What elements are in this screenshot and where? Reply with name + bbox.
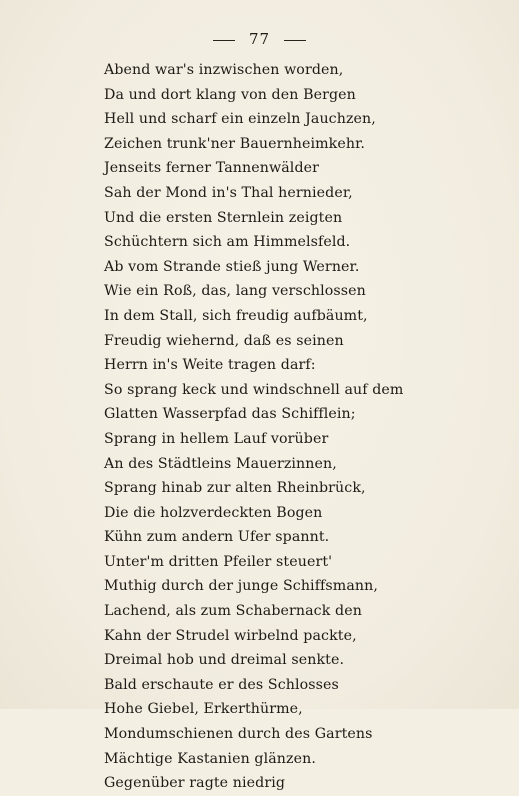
verse-line: Bald erschaute er des Schlosses — [104, 676, 339, 693]
verse-line: Sprang hinab zur alten Rheinbrück, — [104, 480, 366, 497]
verse-line: Kühn zum andern Ufer spannt. — [104, 529, 330, 546]
verse-line: Unter'm dritten Pfeiler steuert' — [104, 553, 333, 570]
verse-line: Und die ersten Sternlein zeigten — [104, 209, 343, 226]
verse-line: Jenseits ferner Tannenwälder — [104, 160, 320, 177]
poem-text — [104, 58, 404, 796]
verse-line: Hell und scharf ein einzeln Jauchzen, — [104, 111, 376, 128]
verse-line: Die die holzverdeckten Bogen — [104, 504, 323, 521]
verse-line: Schüchtern sich am Himmelsfeld. — [104, 234, 351, 251]
verse-line: Freudig wiehernd, daß es seinen — [104, 332, 344, 349]
verse-line: Glatten Wasserpfad das Schifflein; — [104, 406, 356, 423]
left-dash — [213, 40, 235, 41]
page-header — [0, 30, 519, 48]
verse-line: Ab vom Strande stieß jung Werner. — [104, 258, 360, 275]
verse-line: Abend war's inzwischen worden, — [104, 62, 344, 78]
verse-line: In dem Stall, sich freudig aufbäumt, — [104, 307, 368, 324]
right-dash — [284, 40, 306, 41]
page-number: 77 — [248, 30, 271, 48]
verse-line: Mondumschienen durch des Gartens — [104, 726, 373, 743]
verse-line: Lachend, als zum Schabernack den — [104, 603, 362, 620]
verse-line: Zeichen trunk'ner Bauernheimkehr. — [104, 135, 366, 152]
verse-line: Sprang in hellem Lauf vorüber — [104, 430, 329, 447]
verse-line: So sprang keck und windschnell auf dem — [104, 381, 404, 398]
verse-line: Dreimal hob und dreimal senkte. — [104, 652, 345, 669]
verse-line: Gegenüber ragte niedrig — [104, 775, 286, 792]
verse-line: Mächtige Kastanien glänzen. — [104, 750, 316, 767]
verse-line: Da und dort klang von den Bergen — [104, 86, 356, 103]
verse-line: Sah der Mond in's Thal hernieder, — [104, 184, 353, 201]
verse-line: Kahn der Strudel wirbelnd packte, — [104, 627, 357, 644]
verse-line: An des Städtleins Mauerzinnen, — [104, 455, 337, 472]
verse-line: Muthig durch der junge Schiffsmann, — [104, 578, 378, 595]
verse-line: Herrn in's Weite tragen darf: — [104, 357, 316, 374]
verse-line: Hohe Giebel, Erkerthürme, — [104, 701, 303, 718]
verse-line: Wie ein Roß, das, lang verschlossen — [104, 283, 366, 300]
